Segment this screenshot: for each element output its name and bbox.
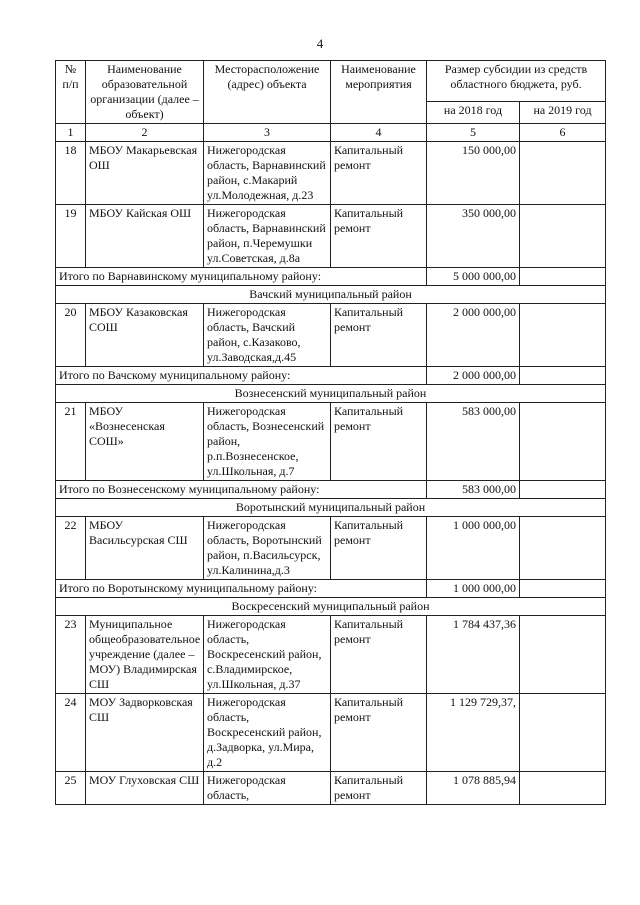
amount-2018: 1 078 885,94	[427, 772, 520, 805]
column-index: 2	[86, 124, 204, 142]
org-name: МБОУ Кайская ОШ	[86, 205, 204, 268]
org-name: МБОУ Васильсурская СШ	[86, 517, 204, 580]
row-number: 20	[56, 304, 86, 367]
amount-2018: 1 000 000,00	[427, 517, 520, 580]
org-name: МБОУ «Вознесенская СОШ»	[86, 403, 204, 481]
subsidy-table	[55, 60, 606, 805]
column-index: 5	[427, 124, 520, 142]
table-row	[56, 772, 606, 805]
total-label: Итого по Воротынскому муниципальному району:	[56, 580, 427, 598]
org-location: Нижегородская область, Варнавинский район, п.Черемушки ул.Советская, д.8а	[204, 205, 331, 268]
total-row	[56, 268, 606, 286]
activity: Капитальный ремонт	[331, 403, 427, 481]
amount-2019	[520, 403, 606, 481]
org-location: Нижегородская область, Воскресенский район, д.Задворка, ул.Мира, д.2	[204, 694, 331, 772]
district-heading: Воротынский муниципальный район	[56, 499, 606, 517]
activity: Капитальный ремонт	[331, 304, 427, 367]
total-label: Итого по Вачскому муниципальному району:	[56, 367, 427, 385]
activity: Капитальный ремонт	[331, 616, 427, 694]
org-location: Нижегородская область, Воротынский район, п.Васильсурск, ул.Калинина,д.3	[204, 517, 331, 580]
activity: Капитальный ремонт	[331, 772, 427, 805]
org-location: Нижегородская область,	[204, 772, 331, 805]
activity: Капитальный ремонт	[331, 142, 427, 205]
total-amount: 5 000 000,00	[427, 268, 520, 286]
header-year-2018: на 2018 год	[427, 101, 520, 123]
amount-2018: 1 784 437,36	[427, 616, 520, 694]
org-location: Нижегородская область, Вознесенский район, р.п.Вознесенское, ул.Школьная, д.7	[204, 403, 331, 481]
total-amount-2019	[520, 580, 606, 598]
total-amount: 1 000 000,00	[427, 580, 520, 598]
amount-2018: 350 000,00	[427, 205, 520, 268]
total-amount: 583 000,00	[427, 481, 520, 499]
column-index: 4	[331, 124, 427, 142]
org-name: МБОУ Макарьевская ОШ	[86, 142, 204, 205]
amount-2018: 2 000 000,00	[427, 304, 520, 367]
table-row	[56, 205, 606, 268]
column-index: 6	[520, 124, 606, 142]
total-label: Итого по Вознесенскому муниципальному району:	[56, 481, 427, 499]
district-row	[56, 499, 606, 517]
header-subsidy: Размер субсидии из средств областного бюджета, руб.	[427, 61, 606, 102]
column-index: 1	[56, 124, 86, 142]
header-name: Наименование образовательной организации (далее – объект)	[86, 61, 204, 124]
total-row	[56, 367, 606, 385]
page-number: 4	[316, 36, 324, 51]
amount-2019	[520, 205, 606, 268]
org-location: Нижегородская область, Варнавинский район, с.Макарий ул.Молодежная, д.23	[204, 142, 331, 205]
header-num: № п/п	[56, 61, 86, 124]
column-index-row	[56, 124, 606, 142]
activity: Капитальный ремонт	[331, 517, 427, 580]
district-heading: Воскресенский муниципальный район	[56, 598, 606, 616]
column-index: 3	[204, 124, 331, 142]
org-name: МОУ Задворковская СШ	[86, 694, 204, 772]
row-number: 22	[56, 517, 86, 580]
row-number: 19	[56, 205, 86, 268]
table-row	[56, 694, 606, 772]
header-activity: Наименование мероприятия	[331, 61, 427, 124]
amount-2019	[520, 616, 606, 694]
total-amount: 2 000 000,00	[427, 367, 520, 385]
total-amount-2019	[520, 268, 606, 286]
amount-2019	[520, 304, 606, 367]
district-heading: Вознесенский муниципальный район	[56, 385, 606, 403]
org-name: МБОУ Казаковская СОШ	[86, 304, 204, 367]
header-row	[56, 61, 606, 102]
table-row	[56, 403, 606, 481]
total-label: Итого по Варнавинскому муниципальному району:	[56, 268, 427, 286]
amount-2019	[520, 772, 606, 805]
org-location: Нижегородская область, Вачский район, с.Казаково, ул.Заводская,д.45	[204, 304, 331, 367]
district-heading: Вачский муниципальный район	[56, 286, 606, 304]
org-name: МОУ Глуховская СШ	[86, 772, 204, 805]
org-location: Нижегородская область, Воскресенский район, с.Владимирское, ул.Школьная, д.37	[204, 616, 331, 694]
amount-2019	[520, 517, 606, 580]
row-number: 24	[56, 694, 86, 772]
header-location: Месторасположение (адрес) объекта	[204, 61, 331, 124]
amount-2018: 150 000,00	[427, 142, 520, 205]
table-row	[56, 142, 606, 205]
activity: Капитальный ремонт	[331, 694, 427, 772]
amount-2018: 1 129 729,37,	[427, 694, 520, 772]
total-row	[56, 481, 606, 499]
row-number: 21	[56, 403, 86, 481]
total-amount-2019	[520, 481, 606, 499]
row-number: 23	[56, 616, 86, 694]
header-year-2019: на 2019 год	[520, 101, 606, 123]
table-row	[56, 616, 606, 694]
org-name: Муниципальное общеобразовательное учреждение (далее – МОУ) Владимирская СШ	[86, 616, 204, 694]
district-row	[56, 598, 606, 616]
amount-2018: 583 000,00	[427, 403, 520, 481]
total-amount-2019	[520, 367, 606, 385]
table-row	[56, 304, 606, 367]
district-row	[56, 385, 606, 403]
amount-2019	[520, 142, 606, 205]
amount-2019	[520, 694, 606, 772]
total-row	[56, 580, 606, 598]
district-row	[56, 286, 606, 304]
table-row	[56, 517, 606, 580]
row-number: 25	[56, 772, 86, 805]
activity: Капитальный ремонт	[331, 205, 427, 268]
row-number: 18	[56, 142, 86, 205]
